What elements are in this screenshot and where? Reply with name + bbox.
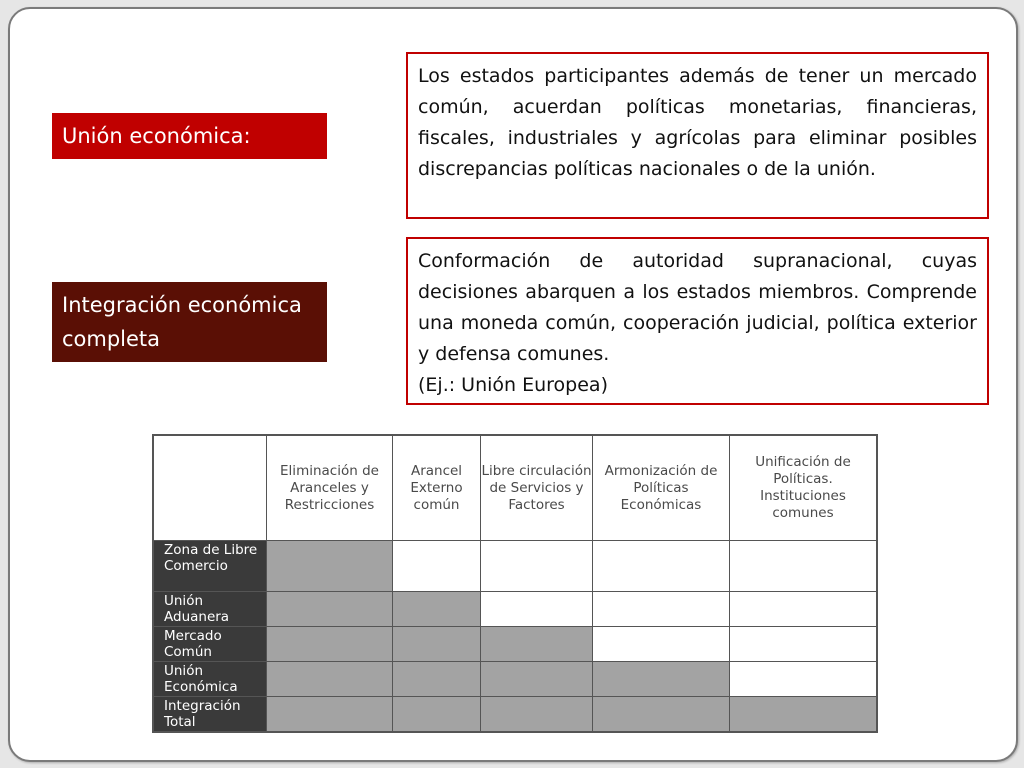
description-union-text: Los estados participantes además de tener un mercado común, acuerdan políticas monetarias, financieras, fiscales, industriales y agrícolas para eliminar posibles discrepancias políticas nacionales o de la unión.	[418, 65, 977, 180]
matrix-cell	[481, 627, 593, 662]
matrix-cell	[730, 662, 877, 697]
matrix-cell	[730, 592, 877, 627]
column-header: Armonización de Políticas Económicas	[593, 436, 730, 541]
matrix-cell	[481, 697, 593, 732]
matrix-cell	[593, 697, 730, 732]
table-row	[154, 627, 877, 662]
matrix-cell	[393, 627, 481, 662]
matrix-cell	[267, 541, 393, 592]
row-header: Integración Total	[154, 697, 267, 732]
matrix-cell	[267, 592, 393, 627]
table-row	[154, 662, 877, 697]
matrix-cell	[730, 697, 877, 732]
row-header: Zona de Libre Comercio	[154, 541, 267, 592]
matrix-cell	[593, 541, 730, 592]
matrix-cell	[267, 697, 393, 732]
description-union-economica	[406, 52, 989, 219]
label-union-economica: Unión económica:	[52, 113, 327, 159]
label-integracion-economica: Integración económica completa	[52, 282, 327, 362]
matrix-cell	[393, 662, 481, 697]
matrix-cell	[593, 592, 730, 627]
matrix-cell	[481, 662, 593, 697]
matrix-cell	[481, 592, 593, 627]
row-header: Mercado Común	[154, 627, 267, 662]
matrix-cell	[481, 541, 593, 592]
matrix-cell	[593, 627, 730, 662]
matrix-cell	[393, 592, 481, 627]
table-row	[154, 541, 877, 592]
description-integracion-example: (Ej.: Unión Europea)	[418, 374, 608, 396]
matrix-cell	[593, 662, 730, 697]
matrix-cell	[393, 541, 481, 592]
column-header: Libre circulación de Servicios y Factores	[481, 436, 593, 541]
matrix-cell	[267, 662, 393, 697]
matrix-header-row	[154, 436, 877, 541]
table-row	[154, 592, 877, 627]
integration-matrix	[153, 435, 877, 732]
table-row	[154, 697, 877, 732]
description-integracion-text: Conformación de autoridad supranacional, cuyas decisiones abarquen a los estados miembros. Comprende una moneda común, cooperación judicial, política exterior y defensa comunes.	[418, 250, 977, 365]
matrix-corner	[154, 436, 267, 541]
description-integracion	[406, 237, 989, 405]
matrix-cell	[730, 541, 877, 592]
column-header: Unificación de Políticas. Instituciones comunes	[730, 436, 877, 541]
matrix-cell	[267, 627, 393, 662]
row-header: Unión Aduanera	[154, 592, 267, 627]
matrix-cell	[393, 697, 481, 732]
column-header: Arancel Externo común	[393, 436, 481, 541]
matrix-cell	[730, 627, 877, 662]
column-header: Eliminación de Aranceles y Restricciones	[267, 436, 393, 541]
row-header: Unión Económica	[154, 662, 267, 697]
